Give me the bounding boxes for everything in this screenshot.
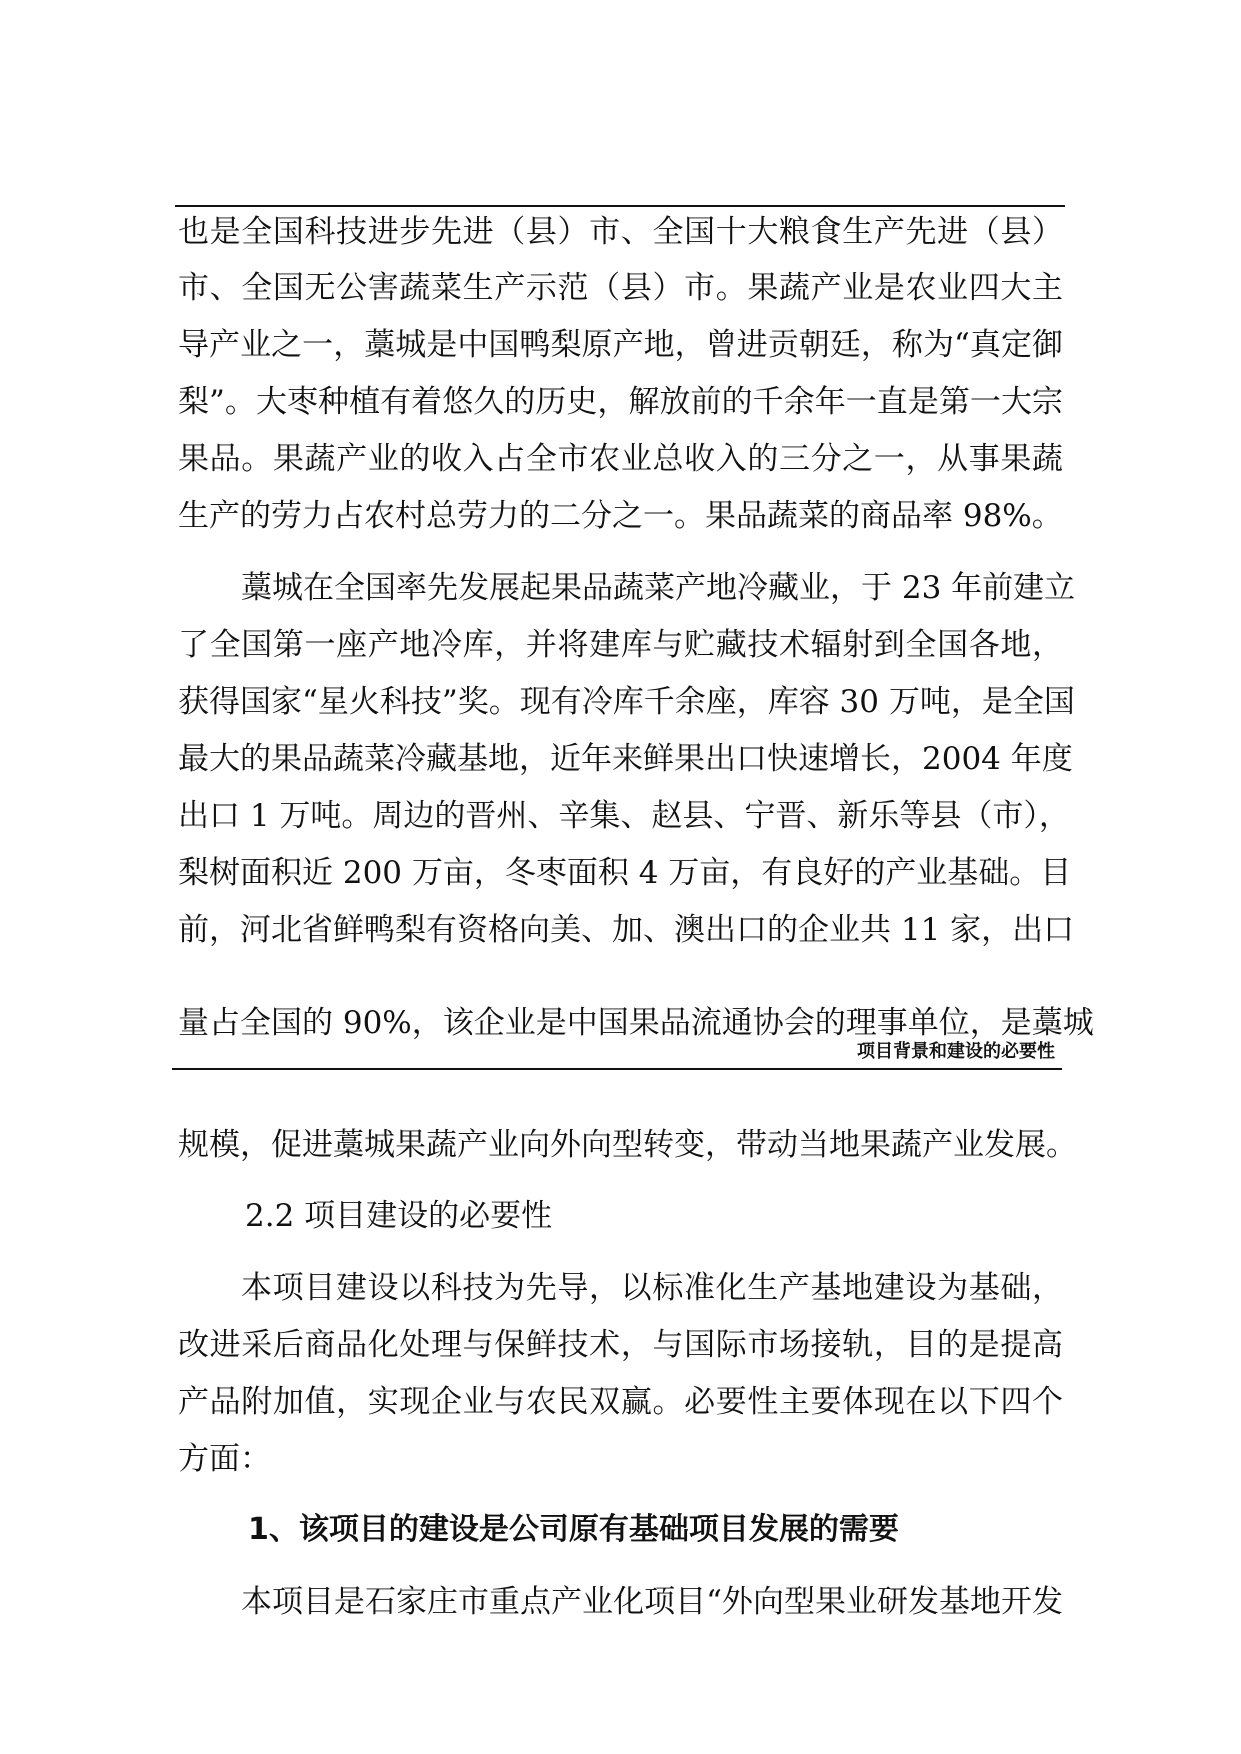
text-line: 也是全国科技进步先进（县）市、全国十大粮食生产先进（县）	[178, 214, 1063, 250]
text-line: 出口 1 万吨。周边的晋州、辛集、赵县、宁晋、新乐等县（市），	[178, 798, 1070, 834]
clipped-line-box	[178, 1003, 1094, 1041]
text-line: 生产的劳力占农村总劳力的二分之一。果品蔬菜的商品率 98%。	[178, 498, 1063, 534]
top-rule	[175, 205, 1065, 207]
text-line: 本项目建设以科技为先导，以标准化生产基地建设为基础，	[241, 1270, 1063, 1306]
subheading: 1、该项目的建设是公司原有基础项目发展的需要	[248, 1512, 899, 1547]
text-line: 导产业之一，藁城是中国鸭梨原产地，曾进贡朝廷，称为“真定御	[178, 327, 1063, 363]
text-line: 改进采后商品化处理与保鲜技术，与国际市场接轨，目的是提高	[178, 1327, 1063, 1363]
text-line: 市、全国无公害蔬菜生产示范（县）市。果蔬产业是农业四大主	[178, 270, 1063, 306]
text-line: 梨树面积近 200 万亩，冬枣面积 4 万亩，有良好的产业基础。目	[178, 855, 1072, 891]
text-line: 前，河北省鲜鸭梨有资格向美、加、澳出口的企业共 11 家，出口	[178, 912, 1075, 948]
text-line: 最大的果品蔬菜冷藏基地，近年来鲜果出口快速增长，2004 年度	[178, 741, 1073, 777]
text-line: 获得国家“星火科技”奖。现有冷库千余座，库容 30 万吨，是全国	[178, 684, 1075, 720]
header-rule	[172, 1068, 1062, 1070]
text-line: 产品附加值，实现企业与农民双赢。必要性主要体现在以下四个	[178, 1384, 1063, 1420]
text-line: 了全国第一座产地冷库，并将建库与贮藏技术辐射到全国各地，	[178, 627, 1063, 663]
text-line: 规模，促进藁城果蔬产业向外向型转变，带动当地果蔬产业发展。	[178, 1127, 1077, 1163]
text-line: 本项目是石家庄市重点产业化项目“外向型果业研发基地开发	[241, 1584, 1063, 1620]
text-line: 果品。果蔬产业的收入占全市农业总收入的三分之一，从事果蔬	[178, 441, 1063, 477]
text-line: 梨”。大枣种植有着悠久的历史，解放前的千余年一直是第一大宗	[178, 384, 1063, 420]
clipped-text-line: 量占全国的 90%，该企业是中国果品流通协会的理事单位，是藁城	[178, 1005, 1094, 1041]
section-heading: 2.2 项目建设的必要性	[245, 1198, 553, 1234]
text-line: 方面：	[178, 1441, 271, 1477]
running-header: 项目背景和建设的必要性	[857, 1041, 1055, 1062]
text-line: 藁城在全国率先发展起果品蔬菜产地冷藏业，于 23 年前建立	[241, 570, 1076, 606]
